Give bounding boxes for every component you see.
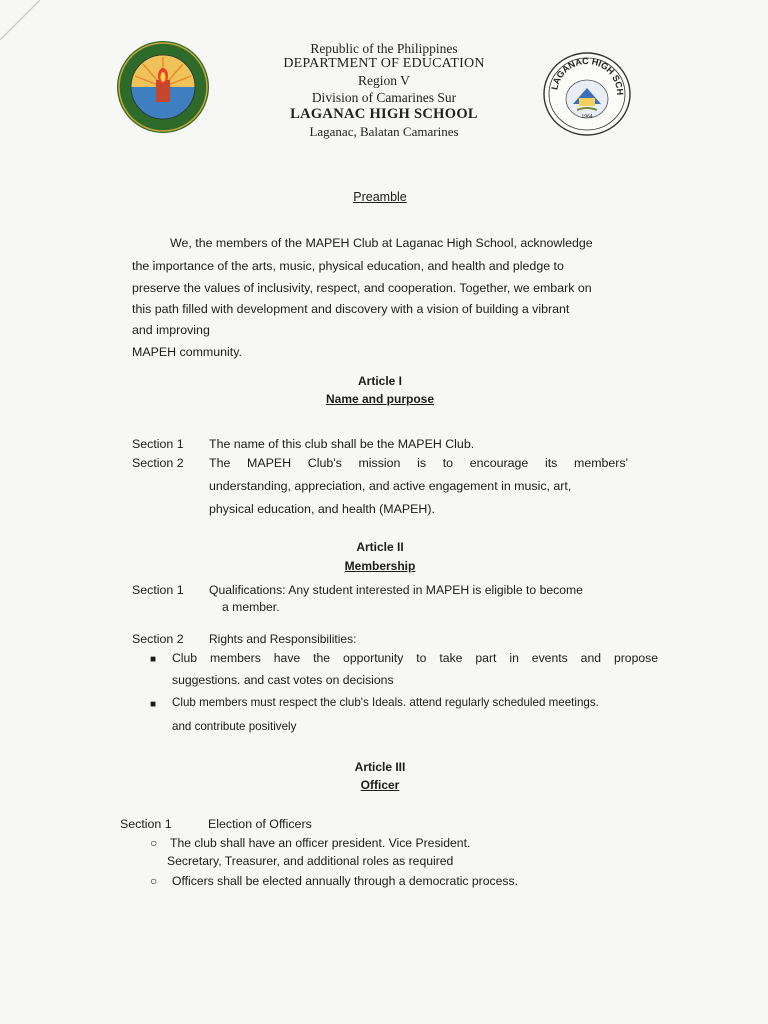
folded-corner — [0, 0, 40, 40]
circle-bullet-icon: ○ — [150, 836, 158, 850]
article-1-section-2-line: physical education, and health (MAPEH). — [209, 502, 435, 516]
bullet-icon: ■ — [150, 699, 157, 710]
article-3-section-1-heading: Election of Officers — [208, 817, 312, 831]
article-2-bullet-2-line: and contribute positively — [172, 720, 297, 733]
circle-bullet-icon: ○ — [150, 874, 158, 888]
article-3-item-1-line: The club shall have an officer president. Vice President. — [170, 836, 471, 850]
bullet-icon: ■ — [150, 654, 157, 665]
article-3-label: Article III — [354, 760, 406, 774]
article-1-section-1-label: Section 1 — [132, 437, 184, 451]
article-1-label: Article I — [357, 374, 402, 388]
preamble-line: preserve the values of inclusivity, respect, and cooperation. Together, we embark on — [132, 281, 592, 295]
preamble-line: MAPEH community. — [132, 345, 242, 359]
article-1-section-1-text: The name of this club shall be the MAPEH Club. — [209, 437, 475, 451]
article-1-title: Name and purpose — [325, 392, 435, 406]
header-republic: Republic of the Philippines — [310, 41, 458, 56]
article-2-section-2-label: Section 2 — [132, 632, 184, 646]
article-3-title: Officer — [360, 778, 400, 792]
article-3-section-1-label: Section 1 — [120, 817, 172, 831]
article-2-section-1-label: Section 1 — [132, 583, 184, 597]
header-school-address: Laganac, Balatan Camarines — [309, 124, 459, 139]
article-1-section-2-line: The MAPEH Club's mission is to encourage its members' — [209, 456, 628, 470]
article-2-section-2-heading: Rights and Responsibilities: — [209, 632, 357, 646]
svg-text:LAGANAC HIGH SCHOOL: LAGANAC HIGH SCH — [549, 55, 626, 96]
article-2-bullet-1-line: Club members have the opportunity to take part in events and propose — [172, 651, 658, 665]
article-3-item-2-line: Officers shall be elected annually through a democratic process. — [172, 874, 518, 888]
preamble-line: the importance of the arts, music, physical education, and health and pledge to — [132, 259, 564, 273]
preamble-line: We, the members of the MAPEH Club at Laganac High School, acknowledge — [170, 236, 593, 250]
article-2-bullet-1-line: suggestions. and cast votes on decisions — [172, 673, 394, 687]
article-2-title: Membership — [344, 559, 416, 573]
preamble-title: Preamble — [353, 190, 407, 204]
svg-text:1964: 1964 — [581, 114, 593, 120]
article-2-label: Article II — [356, 540, 404, 554]
article-2-section-1-line: a member. — [222, 600, 280, 614]
article-1-section-2-label: Section 2 — [132, 456, 184, 470]
article-1-section-2-line: understanding, appreciation, and active engagement in music, art, — [209, 479, 572, 493]
header-division: Division of Camarines Sur — [311, 90, 457, 105]
preamble-line: and improving — [132, 323, 210, 337]
laganac-high-school-seal-icon — [543, 52, 631, 136]
article-2-section-1-line: Qualifications: Any student interested in MAPEH is eligible to become — [209, 583, 583, 597]
header-department: DEPARTMENT OF EDUCATION — [283, 56, 485, 71]
header-region: Region V — [358, 73, 410, 88]
header-school-name: LAGANAC HIGH SCHOOL — [290, 106, 478, 122]
article-3-item-1-line: Secretary, Treasurer, and additional roles as required — [167, 854, 454, 868]
preamble-line: this path filled with development and discovery with a vision of building a vibrant — [132, 302, 570, 316]
article-2-bullet-2-line: Club members must respect the club's Ideals. attend regularly scheduled meetings. — [172, 696, 599, 709]
